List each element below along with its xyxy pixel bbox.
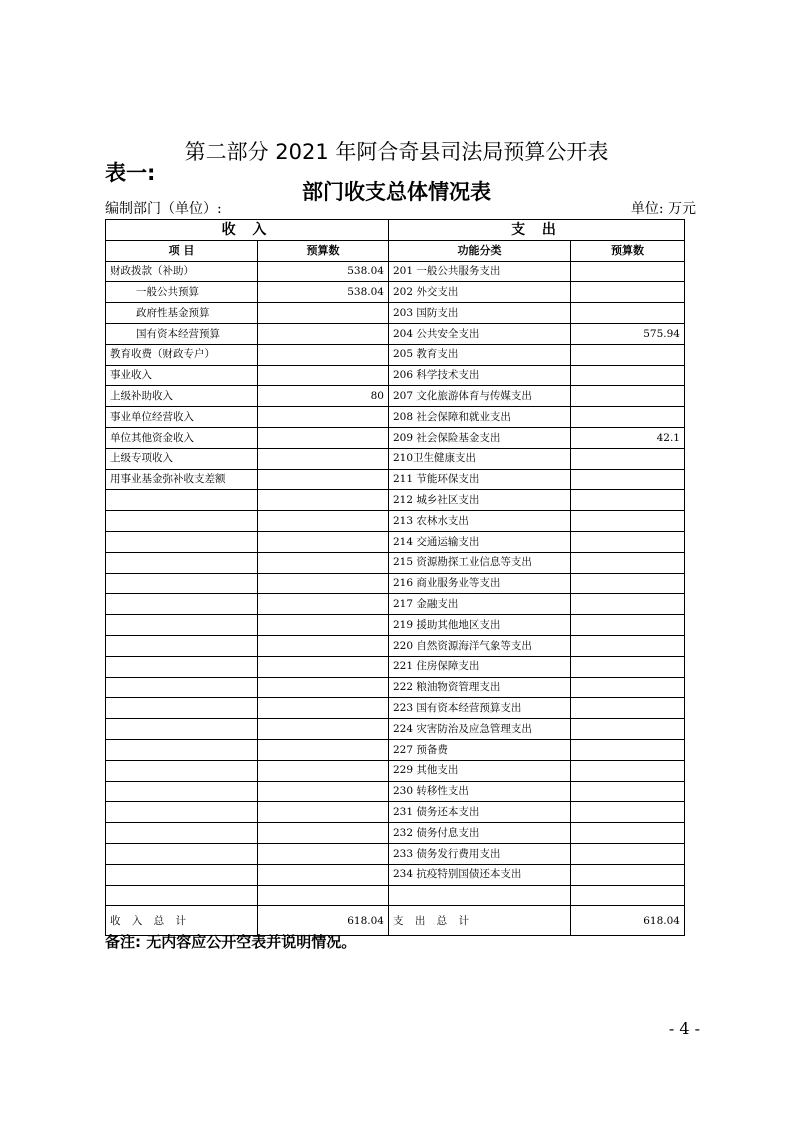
- expense-item-cell: 223 国有资本经营预算支出: [389, 698, 571, 719]
- expense-item-cell: 213 农林水支出: [389, 511, 571, 532]
- table-row: [106, 864, 685, 885]
- income-item-cell: 上级专项收入: [106, 448, 258, 469]
- income-item-cell: 单位其他资金收入: [106, 427, 258, 448]
- income-item-cell: [106, 719, 258, 740]
- income-item-cell: 上级补助收入: [106, 386, 258, 407]
- income-amount-cell: [258, 407, 389, 428]
- table-row: [106, 448, 685, 469]
- income-item-cell: [106, 760, 258, 781]
- income-item-cell: [106, 802, 258, 823]
- table-row: [106, 552, 685, 573]
- expense-item-cell: 227 预备费: [389, 739, 571, 760]
- expense-item-cell: 224 灾害防治及应急管理支出: [389, 719, 571, 740]
- unit-label: 单位: 万元: [630, 201, 696, 217]
- income-item-cell: [106, 635, 258, 656]
- table-row: [106, 407, 685, 428]
- income-header: 收 入: [106, 220, 389, 241]
- expense-item-cell: 233 债务发行费用支出: [389, 843, 571, 864]
- col-budget-income-header: 预算数: [258, 240, 389, 261]
- income-item-cell: [106, 843, 258, 864]
- expense-item-cell: 231 债务还本支出: [389, 802, 571, 823]
- expense-item-cell: 214 交通运输支出: [389, 531, 571, 552]
- table-row: [106, 698, 685, 719]
- income-item-cell: 一般公共预算: [106, 282, 258, 303]
- expense-item-cell: 205 教育支出: [389, 344, 571, 365]
- income-item-cell: [106, 677, 258, 698]
- table-row: [106, 261, 685, 282]
- table-subtitle: 部门收支总体情况表: [302, 180, 491, 204]
- expense-item-cell: 201 一般公共服务支出: [389, 261, 571, 282]
- table-row: [106, 802, 685, 823]
- table-row: [106, 490, 685, 511]
- income-item-cell: [106, 656, 258, 677]
- income-item-cell: 教育收费（财政专户）: [106, 344, 258, 365]
- income-total-label: 收 入 总 计: [106, 906, 258, 936]
- expense-item-cell: 221 住房保障支出: [389, 656, 571, 677]
- expense-amount-cell: [571, 448, 685, 469]
- income-amount-cell: [258, 469, 389, 490]
- table-row: [106, 760, 685, 781]
- expense-amount-cell: [571, 344, 685, 365]
- table-row: [106, 511, 685, 532]
- expense-amount-cell: [571, 823, 685, 844]
- income-item-cell: [106, 885, 258, 906]
- expense-amount-cell: [571, 407, 685, 428]
- income-item-cell: [106, 490, 258, 511]
- income-amount-cell: [258, 760, 389, 781]
- expense-amount-cell: [571, 282, 685, 303]
- income-amount-cell: [258, 615, 389, 636]
- column-header-row: [106, 240, 685, 261]
- income-amount-cell: [258, 635, 389, 656]
- expense-item-cell: 234 抗疫特别国债还本支出: [389, 864, 571, 885]
- table-row: [106, 573, 685, 594]
- income-amount-cell: [258, 323, 389, 344]
- income-item-cell: [106, 511, 258, 532]
- expense-item-cell: 208 社会保障和就业支出: [389, 407, 571, 428]
- table-row: [106, 427, 685, 448]
- expense-amount-cell: [571, 594, 685, 615]
- income-item-cell: [106, 573, 258, 594]
- income-amount-cell: [258, 573, 389, 594]
- income-total-amount: 618.04: [258, 906, 389, 936]
- expense-amount-cell: [571, 615, 685, 636]
- income-amount-cell: [258, 531, 389, 552]
- income-amount-cell: [258, 843, 389, 864]
- expense-amount-cell: [571, 843, 685, 864]
- income-item-cell: 事业单位经营收入: [106, 407, 258, 428]
- expense-amount-cell: [571, 552, 685, 573]
- table-row: [106, 781, 685, 802]
- table-row: [106, 739, 685, 760]
- expense-item-cell: 220 自然资源海洋气象等支出: [389, 635, 571, 656]
- table-row: [106, 386, 685, 407]
- expense-item-cell: 232 债务付息支出: [389, 823, 571, 844]
- income-item-cell: 国有资本经营预算: [106, 323, 258, 344]
- income-item-cell: 政府性基金预算: [106, 303, 258, 324]
- expense-total-amount: 618.04: [571, 906, 685, 936]
- table-row: [106, 365, 685, 386]
- table-row: [106, 615, 685, 636]
- income-amount-cell: [258, 719, 389, 740]
- income-amount-cell: [258, 781, 389, 802]
- table-row: [106, 635, 685, 656]
- expense-amount-cell: [571, 698, 685, 719]
- expense-amount-cell: [571, 781, 685, 802]
- expense-amount-cell: [571, 885, 685, 906]
- expense-header: 支 出: [389, 220, 685, 241]
- col-item-header: 项 目: [106, 240, 258, 261]
- table-row: [106, 469, 685, 490]
- income-item-cell: [106, 698, 258, 719]
- table-row: [106, 885, 685, 906]
- page-number: - 4 -: [668, 1019, 700, 1038]
- income-item-cell: 财政拨款（补助）: [106, 261, 258, 282]
- income-item-cell: 事业收入: [106, 365, 258, 386]
- income-amount-cell: [258, 365, 389, 386]
- expense-item-cell: 216 商业服务业等支出: [389, 573, 571, 594]
- income-amount-cell: [258, 677, 389, 698]
- expense-amount-cell: [571, 802, 685, 823]
- income-amount-cell: 538.04: [258, 282, 389, 303]
- income-amount-cell: [258, 594, 389, 615]
- expense-item-cell: 215 资源勘探工业信息等支出: [389, 552, 571, 573]
- expense-amount-cell: [571, 386, 685, 407]
- expense-amount-cell: [571, 677, 685, 698]
- income-amount-cell: [258, 885, 389, 906]
- income-item-cell: [106, 739, 258, 760]
- income-item-cell: [106, 864, 258, 885]
- table-row: [106, 303, 685, 324]
- income-amount-cell: [258, 552, 389, 573]
- expense-amount-cell: [571, 365, 685, 386]
- expense-amount-cell: 575.94: [571, 323, 685, 344]
- document-title: 第二部分 2021 年阿合奇县司法局预算公开表: [184, 140, 609, 164]
- income-amount-cell: [258, 448, 389, 469]
- income-item-cell: [106, 531, 258, 552]
- income-item-cell: [106, 615, 258, 636]
- col-budget-expense-header: 预算数: [571, 240, 685, 261]
- expense-item-cell: 230 转移性支出: [389, 781, 571, 802]
- income-item-cell: [106, 781, 258, 802]
- budget-table: [105, 219, 685, 936]
- expense-item-cell: 207 文化旅游体育与传媒支出: [389, 386, 571, 407]
- expense-amount-cell: [571, 261, 685, 282]
- expense-amount-cell: [571, 490, 685, 511]
- table-row: [106, 823, 685, 844]
- table-row: [106, 344, 685, 365]
- expense-amount-cell: [571, 511, 685, 532]
- expense-amount-cell: [571, 635, 685, 656]
- table-row: [106, 656, 685, 677]
- expense-item-cell: 209 社会保险基金支出: [389, 427, 571, 448]
- dept-label: 编制部门（单位）:: [105, 201, 222, 217]
- expense-amount-cell: [571, 760, 685, 781]
- income-amount-cell: [258, 427, 389, 448]
- expense-amount-cell: [571, 573, 685, 594]
- income-item-cell: 用事业基金弥补收支差额: [106, 469, 258, 490]
- expense-item-cell: 203 国防支出: [389, 303, 571, 324]
- expense-item-cell: 217 金融支出: [389, 594, 571, 615]
- income-amount-cell: 80: [258, 386, 389, 407]
- income-amount-cell: [258, 511, 389, 532]
- footnote: 备注: 无内容应公开空表并说明情况。: [105, 933, 357, 951]
- table-row: [106, 594, 685, 615]
- expense-amount-cell: 42.1: [571, 427, 685, 448]
- table-row: [106, 323, 685, 344]
- expense-item-cell: 211 节能环保支出: [389, 469, 571, 490]
- expense-total-label: 支 出 总 计: [389, 906, 571, 936]
- table-row: [106, 677, 685, 698]
- income-amount-cell: [258, 344, 389, 365]
- income-amount-cell: [258, 656, 389, 677]
- expense-item-cell: 219 援助其他地区支出: [389, 615, 571, 636]
- expense-item-cell: 229 其他支出: [389, 760, 571, 781]
- expense-item-cell: 202 外交支出: [389, 282, 571, 303]
- income-item-cell: [106, 594, 258, 615]
- expense-amount-cell: [571, 656, 685, 677]
- income-amount-cell: [258, 823, 389, 844]
- expense-item-cell: 204 公共安全支出: [389, 323, 571, 344]
- section-header-row: [106, 220, 685, 241]
- expense-amount-cell: [571, 303, 685, 324]
- income-item-cell: [106, 552, 258, 573]
- expense-item-cell: 210卫生健康支出: [389, 448, 571, 469]
- expense-amount-cell: [571, 864, 685, 885]
- income-amount-cell: [258, 739, 389, 760]
- expense-amount-cell: [571, 739, 685, 760]
- expense-item-cell: [389, 885, 571, 906]
- income-amount-cell: 538.04: [258, 261, 389, 282]
- expense-amount-cell: [571, 531, 685, 552]
- income-amount-cell: [258, 698, 389, 719]
- income-amount-cell: [258, 802, 389, 823]
- expense-amount-cell: [571, 719, 685, 740]
- income-item-cell: [106, 823, 258, 844]
- table-row: [106, 719, 685, 740]
- income-amount-cell: [258, 303, 389, 324]
- income-amount-cell: [258, 490, 389, 511]
- col-function-header: 功能分类: [389, 240, 571, 261]
- expense-amount-cell: [571, 469, 685, 490]
- table-row: [106, 843, 685, 864]
- expense-item-cell: 212 城乡社区支出: [389, 490, 571, 511]
- expense-item-cell: 206 科学技术支出: [389, 365, 571, 386]
- table-row: [106, 282, 685, 303]
- expense-item-cell: 222 粮油物资管理支出: [389, 677, 571, 698]
- income-amount-cell: [258, 864, 389, 885]
- table-label: 表一:: [105, 161, 156, 185]
- table-row: [106, 531, 685, 552]
